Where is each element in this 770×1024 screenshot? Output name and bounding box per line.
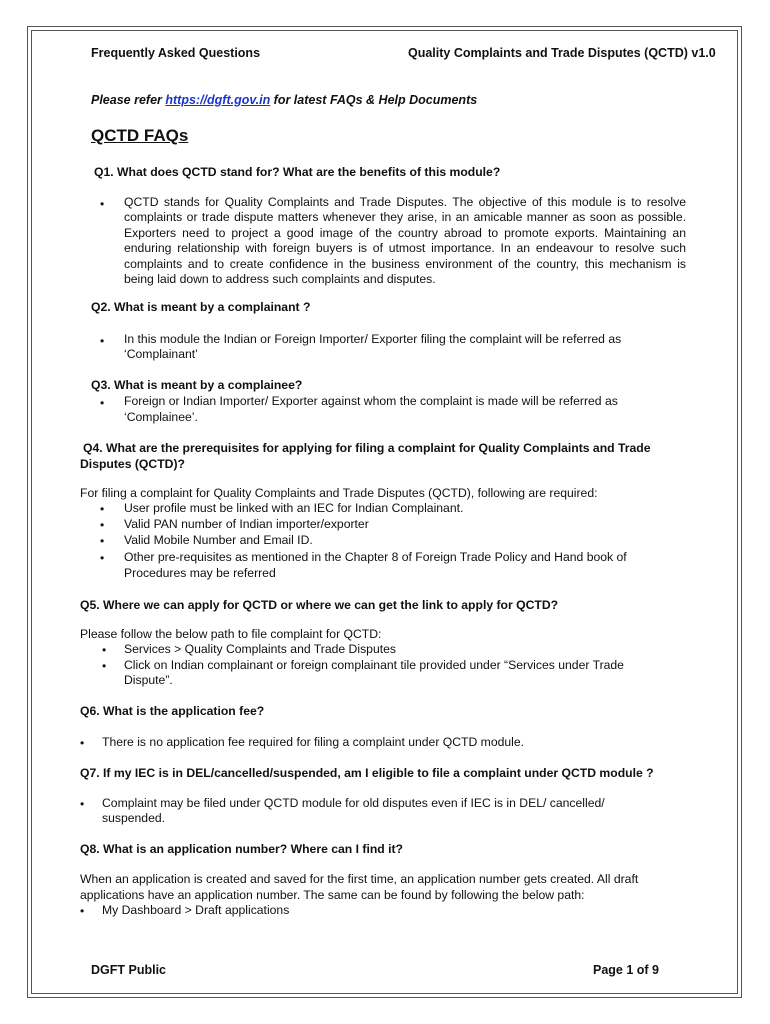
q5-item-2-cont: Dispute”. xyxy=(124,673,173,687)
refer-prefix: Please refer xyxy=(91,93,166,107)
bullet-icon: • xyxy=(100,334,105,348)
q1-answer: QCTD stands for Quality Complaints and Trade Disputes. The objective of this module is to resolve complaints or trade dispute matters whenever they arise, in an amicable manner as soon as possible. Exporters need to project a good image of the country abroad to promote exports. Maintaining an enduring relationship with foreign buyers is of utmost importance. In an endeavour to resolve such complaints and to create confidence in the business environment of the country, this mechanism is being laid down to address such complaints and disputes. xyxy=(124,195,686,287)
bullet-icon: • xyxy=(100,197,105,211)
q1-question: Q1. What does QCTD stand for? What are the benefits of this module? xyxy=(94,165,501,179)
q6-answer: There is no application fee required for filing a complaint under QCTD module. xyxy=(102,735,525,749)
q2-answer-line1: In this module the Indian or Foreign Importer/ Exporter filing the complaint will be referred as xyxy=(124,332,622,346)
q5-item-2: Click on Indian complainant or foreign complainant tile provided under “Services under Trade xyxy=(124,658,624,672)
q5-item-1: Services > Quality Complaints and Trade Disputes xyxy=(124,642,396,656)
bullet-icon: • xyxy=(100,518,105,532)
footer-left: DGFT Public xyxy=(91,963,166,977)
q4-item-4-cont: Procedures may be referred xyxy=(124,566,276,580)
q4-intro: For filing a complaint for Quality Complaints and Trade Disputes (QCTD), following are required: xyxy=(80,486,598,500)
q3-answer-line2: ‘Complainee’. xyxy=(124,410,198,424)
q5-intro: Please follow the below path to file complaint for QCTD: xyxy=(80,627,382,641)
bullet-icon: • xyxy=(80,904,85,918)
bullet-icon: • xyxy=(102,643,107,657)
bullet-icon: • xyxy=(100,551,105,565)
header-right: Quality Complaints and Trade Disputes (QCTD) v1.0 xyxy=(408,46,716,60)
q2-question: Q2. What is meant by a complainant ? xyxy=(91,300,311,314)
q7-question: Q7. If my IEC is in DEL/cancelled/suspended, am I eligible to file a complaint under QCTD module ? xyxy=(80,766,654,780)
bullet-icon: • xyxy=(100,534,105,548)
q4-item-3: Valid Mobile Number and Email ID. xyxy=(124,533,313,547)
q4-item-1: User profile must be linked with an IEC for Indian Complainant. xyxy=(124,501,464,515)
q4-question-line2: Disputes (QCTD)? xyxy=(80,457,185,471)
q8-question: Q8. What is an application number? Where can I find it? xyxy=(80,842,403,856)
q4-item-4: Other pre-requisites as mentioned in the Chapter 8 of Foreign Trade Policy and Hand book of xyxy=(124,550,627,564)
q8-para-line2: applications have an application number. The same can be found by following the below path: xyxy=(80,888,585,902)
bullet-icon: • xyxy=(80,736,85,750)
q7-answer-line2: suspended. xyxy=(102,811,166,825)
refer-line xyxy=(91,93,477,107)
q8-para-line1: When an application is created and saved for the first time, an application number gets created. All draft xyxy=(80,872,639,886)
header-left: Frequently Asked Questions xyxy=(91,46,261,60)
q4-item-2: Valid PAN number of Indian importer/exporter xyxy=(124,517,369,531)
q7-answer-line1: Complaint may be filed under QCTD module for old disputes even if IEC is in DEL/ cancelled/ xyxy=(102,796,605,810)
q3-answer-line1: Foreign or Indian Importer/ Exporter against whom the complaint is made will be referred as xyxy=(124,394,618,408)
bullet-icon: • xyxy=(102,659,107,673)
dgft-link[interactable]: https://dgft.gov.in xyxy=(165,93,271,107)
bullet-icon: • xyxy=(100,396,105,410)
footer-page-number: Page 1 of 9 xyxy=(593,963,659,977)
q8-item: My Dashboard > Draft applications xyxy=(102,903,290,917)
q2-answer-line2: ‘Complainant’ xyxy=(124,347,198,361)
q5-question: Q5. Where we can apply for QCTD or where we can get the link to apply for QCTD? xyxy=(80,598,559,612)
bullet-icon: • xyxy=(80,797,85,811)
page-title: QCTD FAQs xyxy=(91,126,189,145)
bullet-icon: • xyxy=(100,502,105,516)
q4-question-line1: Q4. What are the prerequisites for applying for filing a complaint for Quality Complaints and Trade xyxy=(83,441,651,455)
refer-suffix: for latest FAQs & Help Documents xyxy=(270,93,478,107)
q6-question: Q6. What is the application fee? xyxy=(80,704,265,718)
q3-question: Q3. What is meant by a complainee? xyxy=(91,378,303,392)
